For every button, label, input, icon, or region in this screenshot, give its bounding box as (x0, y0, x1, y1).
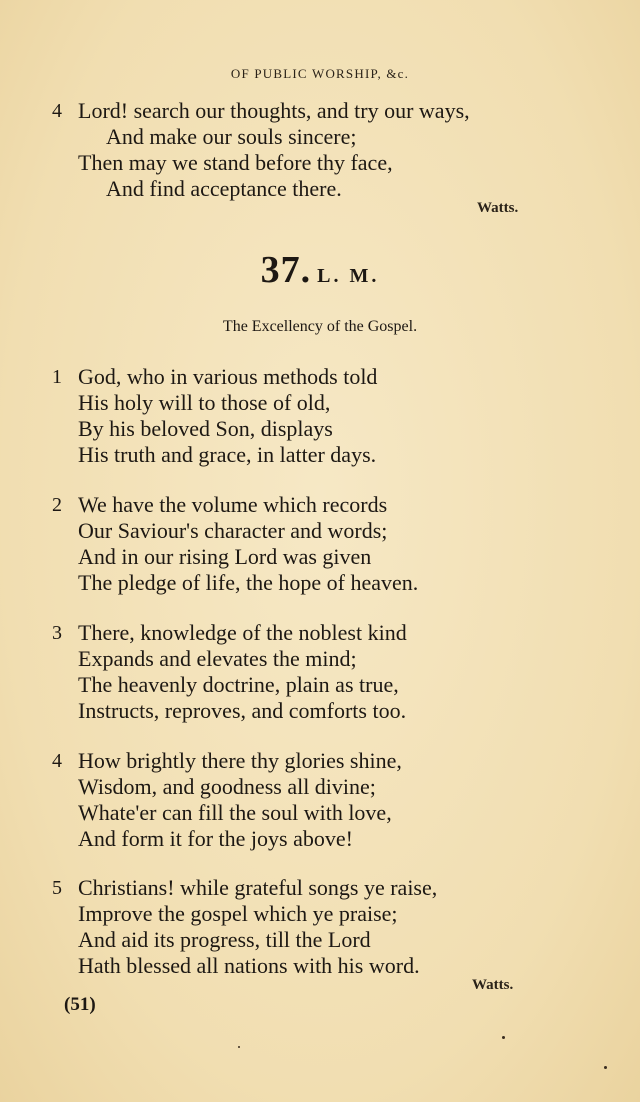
stanza-line: The heavenly doctrine, plain as true, (78, 672, 399, 697)
stanza-line: His truth and grace, in latter days. (78, 442, 377, 467)
stanza-line: The pledge of life, the hope of heaven. (78, 570, 419, 595)
hymn-stanza-3 (52, 620, 572, 724)
page-number: (51) (64, 994, 96, 1015)
stanza-line: Improve the gospel which ye praise; (78, 901, 398, 926)
stanza-line: Then may we stand before thy face, (78, 150, 393, 175)
ink-speck (502, 1036, 505, 1039)
hymn-number: 37. (260, 249, 312, 291)
stanza-line: And in our rising Lord was given (78, 544, 372, 569)
stanza-line: Wisdom, and goodness all divine; (78, 774, 376, 799)
stanza-line: Our Saviour's character and words; (78, 518, 388, 543)
stanza-line: 2 We have the volume which records (52, 492, 388, 517)
stanza-line: Hath blessed all nations with his word. (78, 953, 420, 978)
stanza-number: 5 (52, 877, 62, 899)
prev-hymn-stanza (52, 98, 572, 202)
stanza-line: Expands and elevates the mind; (78, 646, 357, 671)
stanza-number: 2 (52, 494, 62, 516)
stanza-line: His holy will to those of old, (78, 390, 331, 415)
prev-hymn-attribution: Watts. (477, 200, 519, 216)
hymn-heading (0, 248, 640, 292)
stanza-line: Whate'er can fill the soul with love, (78, 800, 392, 825)
stanza-number: 1 (52, 366, 62, 388)
stanza-line: 4 How brightly there thy glories shine, (52, 748, 402, 773)
hymn-subtitle: The Excellency of the Gospel. (222, 318, 418, 335)
stanza-number: 4 (52, 750, 62, 772)
stanza-line: And make our souls sincere; (106, 124, 357, 149)
stanza-line: 1 God, who in various methods told (52, 364, 378, 389)
running-head: OF PUBLIC WORSHIP, &c. (230, 66, 410, 81)
stanza-line: 4 Lord! search our thoughts, and try our ways, (52, 98, 470, 123)
hymn-stanza-2 (52, 492, 572, 596)
stanza-line: Instructs, reproves, and comforts too. (78, 698, 407, 723)
hymn-attribution: Watts. (472, 977, 514, 993)
hymn-meter: L. M. (317, 265, 380, 287)
stanza-line: 5 Christians! while grateful songs ye raise, (52, 875, 438, 900)
stanza-line: By his beloved Son, displays (78, 416, 333, 441)
stanza-line: And find acceptance there. (106, 176, 342, 201)
stanza-line: And aid its progress, till the Lord (78, 927, 371, 952)
hymn-stanza-5 (52, 875, 572, 979)
stanza-line: And form it for the joys above! (78, 826, 353, 851)
hymn-stanza-1 (52, 364, 572, 468)
ink-speck (604, 1066, 607, 1069)
stanza-number: 3 (52, 622, 62, 644)
ink-speck (238, 1046, 240, 1048)
stanza-line: 3 There, knowledge of the noblest kind (52, 620, 407, 645)
hymn-stanza-4 (52, 748, 572, 852)
stanza-number: 4 (52, 100, 62, 122)
